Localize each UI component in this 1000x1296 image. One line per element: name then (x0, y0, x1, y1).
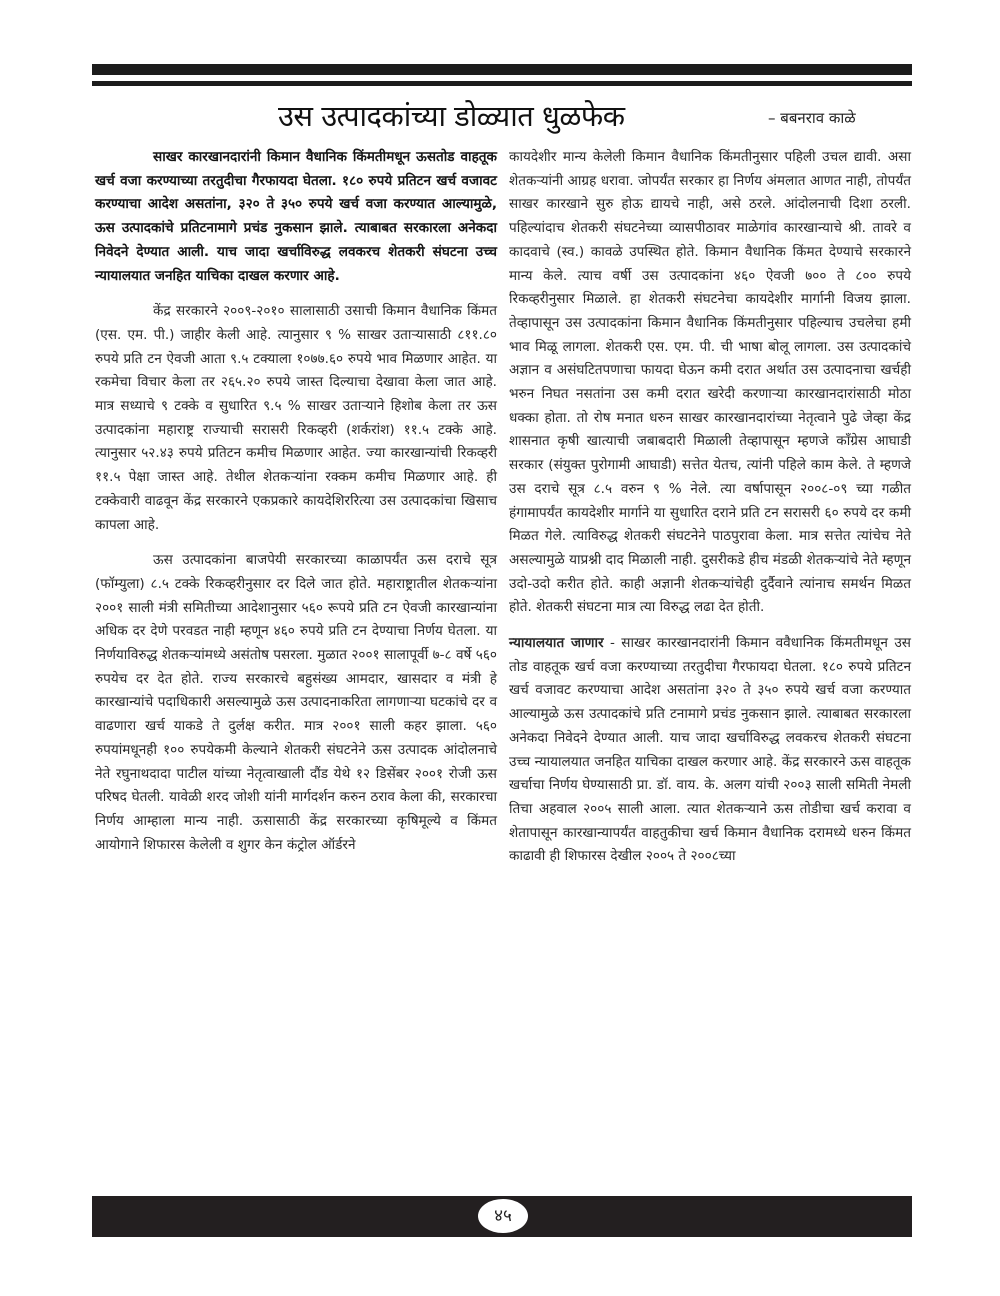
left-column (95, 146, 497, 869)
paragraph-with-subhead (509, 632, 911, 869)
lead-paragraph: साखर कारखानदारांनी किमान वैधानिक किंमतीमधून ऊसतोड वाहतूक खर्च वजा करण्याच्या तरतुदीचा गैरफायदा घेतला. १८० रुपये प्रतिटन खर्च वजावट करण्याचा आदेश असतांना, ३२० ते ३५० रुपये खर्च वजा करण्यात आल्यामुळे, ऊस उत्पादकांचे प्रतिटनामागे प्रचंड नुकसान झाले. त्याबाबत सरकारला अनेकदा निवेदने देण्यात आली. याच जादा खर्चाविरुद्ध लवकरच शेतकरी संघटना उच्च न्यायालयात जनहित याचिका दाखल करणार आहे. (95, 149, 497, 284)
paragraph: ऊस उत्पादकांना बाजपेयी सरकारच्या काळापर्यंत ऊस दराचे सूत्र (फॉम्युला) ८.५ टक्के रिकव्हरीनुसार दर दिले जात होते. महाराष्ट्रातील शेतकऱ्यांना २००१ साली मंत्री समितीच्या आदेशानुसार ५६० रूपये प्रति टन ऐवजी कारखान्यांना अधिक दर देणे परवडत नाही म्हणून ४६० रुपये प्रति टन देण्याचा निर्णय घेतला. या निर्णयाविरुद्ध शेतकऱ्यांमध्ये असंतोष पसरला. मुळात २००१ सालापूर्वी ७-८ वर्षे ५६० रुपयेच दर देत होते. राज्य सरकारचे बहुसंख्य आमदार, खासदार व मंत्री हे कारखान्यांचे पदाधिकारी असल्यामुळे ऊस उत्पादनाकरिता लागणाऱ्या घटकांचे दर व वाढणारा खर्च याकडे ते दुर्लक्ष करीत. मात्र २००१ साली कहर झाला. ५६० रुपयांमधूनही १०० रुपयेकमी केल्याने शेतकरी संघटनेने ऊस उत्पादक आंदोलनाचे नेते रघुनाथदादा पाटील यांच्या नेतृत्वाखाली दौंड येथे १२ डिसेंबर २००१ रोजी ऊस परिषद घेतली. यावेळी शरद जोशी यांनी मार्गदर्शन करुन ठराव केला की, सरकारचा निर्णय आम्हाला मान्य नाही. ऊसासाठी केंद्र सरकारच्या कृषिमूल्ये व किंमत आयोगाने शिफारस केलेली व शुगर केन कंट्रोल ऑर्डरने (95, 552, 497, 853)
header-rule-thick (92, 64, 912, 75)
paragraph-text: - साखर कारखानदारांनी किमान ववैधानिक किंमतीमधून उस तोड वाहतूक खर्च वजा करण्याच्या तरतुदीचा गैरफायदा घेतला. १८० रुपये प्रतिटन खर्च वजावट करण्याचा आदेश असतांना ३२० ते ३५० रुपये खर्च वजा करण्यात आल्यामुळे ऊस उत्पादकांचे प्रति टनामागे प्रचंड नुकसान झाले. त्याबाबत सरकारला अनेकदा निवेदने देण्यात आली. याच जादा खर्चाविरुद्ध लवकरच शेतकरी संघटना उच्च न्यायालयात जनहित याचिका दाखल करणार आहे. केंद्र सरकारने ऊस वाहतूक खर्चाचा निर्णय घेण्यासाठी प्रा. डॉ. वाय. के. अलग यांची २००३ साली समिती नेमली तिचा अहवाल २००५ साली आला. त्यात शेतकऱ्याने ऊस तोडीचा खर्च करावा व शेतापासून कारखान्यापर्यंत वाहतुकीचा खर्च किमान वैधानिक दरामध्ये धरुन किंमत काढावी ही शिफारस देखील २००५ ते २००८च्या (509, 635, 911, 865)
section-subhead: न्यायालयात जाणार (509, 635, 604, 652)
paragraph: कायदेशीर मान्य केलेली किमान वैधानिक किंमतीनुसार पहिली उचल द्यावी. असा शेतकऱ्यांनी आग्रह धरावा. जोपर्यंत सरकार हा निर्णय अंमलात आणत नाही, तोपर्यंत साखर कारखाने सुरु होऊ द्यायचे नाही, असे ठरले. आंदोलनाची दिशा ठरली. पहिल्यांदाच शेतकरी संघटनेच्या व्यासपीठावर माळेगांव कारखान्याचे श्री. तावरे व कादवाचे (स्व.) कावळे उपस्थित होते. किमान वैधानिक किंमत देण्याचे सरकारने मान्य केले. त्याच वर्षी उस उत्पादकांना ४६० ऐवजी ७०० ते ८०० रुपये रिकव्हरीनुसार मिळाले. हा शेतकरी संघटनेचा कायदेशीर मार्गानी विजय झाला. तेव्हापासून उस उत्पादकांना किमान वैधानिक किंमतीनुसार पहिल्याच उचलेचा हमी भाव मिळू लागला. शेतकरी एस. एम. पी. ची भाषा बोलू लागला. उस उत्पादकांचे अज्ञान व असंघटितपणाचा फायदा घेऊन कमी दरात अर्थात उस उत्पादनाचा खर्चही भरुन निघत नसतांना उस कमी दरात खरेदी करणाऱ्या कारखानदारांसाठी मोठा धक्का होता. तो रोष मनात धरुन साखर कारखानदारांच्या नेतृत्वाने पुढे जेव्हा केंद्र शासनात कृषी खात्याची जबाबदारी मिळाली तेव्हापासून म्हणजे कॉंग्रेस आघाडी सरकार (संयुक्त पुरोगामी आघाडी) सत्तेत येतच, त्यांनी पहिले काम केले. ते म्हणजे उस दराचे सूत्र ८.५ वरुन ९ % नेले. त्या वर्षापासून २००८-०९ च्या गळीत हंगामापर्यंत कायदेशीर मार्गाने या सुधारित दराने प्रति टन सरासरी ६० रुपये दर कमी मिळत गेले. त्याविरुद्ध शेतकरी संघटनेने पाठपुरावा केला. मात्र सत्तेत त्यांचेच नेते असल्यामुळे याप्रश्नी दाद मिळाली नाही. दुसरीकडे हीच मंडळी शेतकऱ्यांचे नेते म्हणून उदो-उदो करीत होते. काही अज्ञानी शेतकऱ्यांचेही दुर्दैवाने त्यांनाच समर्थन मिळत होते. शेतकरी संघटना मात्र त्या विरुद्ध लढा देत होती. (509, 149, 911, 616)
article-title: उस उत्पादकांच्या डोळ्यात धुळफेक (278, 99, 625, 133)
paragraph: केंद्र सरकारने २००९-२०१० सालासाठी उसाची किमान वैधानिक किंमत (एस. एम. पी.) जाहीर केली आहे. त्यानुसार ९ % साखर उताऱ्यासाठी ८११.८० रुपये प्रति टन ऐवजी आता ९.५ टक्याला १०७७.६० रुपये भाव मिळणार आहेत. या रकमेचा विचार केला तर २६५.२० रुपये जास्त दिल्याचा देखावा केला जात आहे. मात्र सध्याचे ९ टक्के व सुधारित ९.५ % साखर उताऱ्याने हिशोब केला तर ऊस उत्पादकांना महाराष्ट्र राज्याची सरासरी रिकव्हरी (शर्करांश) ११.५ टक्के आहे. त्यानुसार ५२.४३ रुपये प्रतिटन कमीच मिळणार आहेत. ज्या कारखान्यांची रिकव्हरी ११.५ पेक्षा जास्त आहे. तेथील शेतकऱ्यांना रक्कम कमीच मिळणार आहे. ही टक्केवारी वाढवून केंद्र सरकारने एकप्रकारे कायदेशिररित्या उस उत्पादकांचा खिसाच कापला आहे. (95, 303, 497, 533)
header-rule-thin (92, 81, 912, 86)
right-column (509, 146, 911, 881)
page-number: ४५ (478, 1199, 528, 1233)
article-author: – बबनराव काळे (768, 109, 856, 127)
